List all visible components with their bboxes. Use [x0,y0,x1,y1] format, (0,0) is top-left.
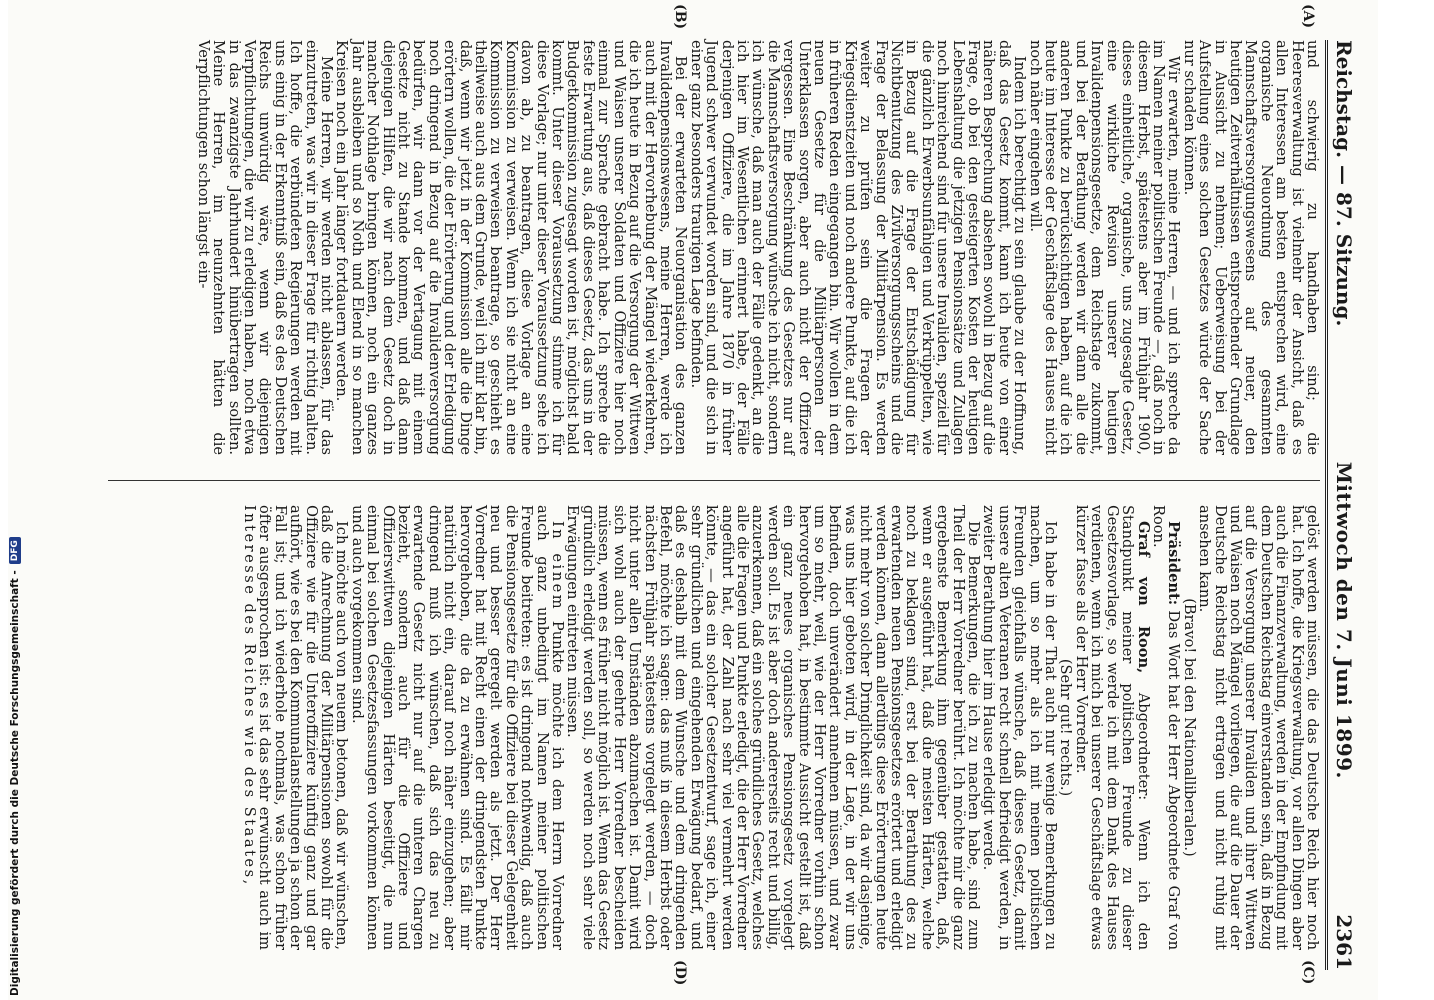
president-line [1151,505,1182,950]
left-paragraph: und schwierig zu handhaben sind; die Heeresverwaltung ist vielmehr der Ansicht, daß es allen Interessen am besten entsprechen wird, eine organische Neuordnung des gesammten Mannschaftsversorgungswesens auf neuer, den heutigen Zeitverhältnissen entsprechender Grundlage in Aussicht zu nehmen; Ueberweisung bei der Aufstellung eines solchen Gesetzes würde der Sache nur schaden können. [1180,40,1321,455]
left-paragraph: Bei der erwarteten Neuorganisation des ganzen Invalidenpensionswesens, meine Herren, werde ich auch mit der Hervorhebung der Mängel wiederkehren, die ich heute in Bezug auf die Versorgung der Wittwen und Waisen unserer Soldaten und Offiziere hier noch einmal zur Sprache gebracht habe. Ich spreche die feste Erwartung aus, daß dieses Gesetz, das uns in der Budgetkommission zugesagt worden ist, möglichst bald kommt. Unter dieser Voraussetzung stimme ich für diese Vorlage; nur unter dieser Voraussetzung sehe ich davon ab, zu beantragen, diese Vorlage an eine Kommission zu verweisen. Wenn ich sie nicht an eine Kommission zu verweisen beantrage, so geschieht es theilweise auch aus dem Grunde, weil ich mir klar bin, daß, wenn wir jetzt in der Kommission alle die Dinge erörtern wollen, die der Erörterung und der Erledigung noch dringend in Bezug auf die Invalidenversorgung bedürfen, wir dann vor der Vertagung mit einem Gesetze nicht zu Stande kommen, und daß dann diejenigen Hilfen, die wir nach dem Gesetz doch in mancher Nothlage bringen können, noch ein ganzes Jahr ausbleiben und so Noth und Elend in so manchen Kreisen noch ein Jahr länger fortdauern werden. [333,40,690,455]
paragraph-tail: Interesse des Reiches wie des Staates, [240,505,258,887]
margin-marker-a: (A) [1300,4,1316,29]
right-paragraph: gelöst werden müssen, die das Deutsche Reich hier noch hat. Ich hoffe, die Kriegsverwaltung, vor allen Dingen aber auch die Finanzverwaltung, werden in der Empfindung mit dem Deutschen Reichstag einverstanden sein, daß in Bezug auf die Versorgung unserer Invaliden und ihrer Wittwen und Waisen noch Mängel vorliegen, die auf die Dauer der Deutsche Reichstag nicht ertragen und nicht ruhig mit ansehen kann. [1196,505,1321,950]
dfg-logo: DFG [9,537,21,564]
header-session: Reichstag. — 87. Sitzung. [1332,40,1356,327]
speaker-text: Wenn ich den Standpunkt meiner politischen Freunde zu dieser Gesetzesvorlage, so werde ich mit dem Dank des Hauses verdienen, wenn ich mich bei unserer Geschäftslage etwas kürzer fasse als der Herr Vorredner. [1072,505,1152,950]
left-paragraph: Wir erwarten, meine Herren, — und ich spreche da im Namen meiner politischen Freunde —, daß noch in diesem Herbst, spätestens aber im Frühjahr 1900, dieses einheitliche, organische, uns zugesagte Gesetz, eine wirkliche Revision unserer heutigen Invalidenpensionsgesetze, dem Reichstage zukommt, und bei der Berathung werden wir dann alle die anderen Punkte zu berücksichtigen haben, auf die ich heute im Interesse der Geschäftslage des Hauses nicht noch näher eingehen will. [1026,40,1183,455]
speaker-line [1074,505,1151,950]
left-column [195,40,1320,455]
right-paragraph: Die Bemerkungen, die ich zu machen habe, sind zum Theil der Herr Vorredner berührt. Ich möchte mir die ganz ergebenste Bemerkung ihm gegenüber gestatten, daß, wenn er ausgeführt hat, daß die meisten Härten, welche noch zu beklagen sind, erst bei der Berathung des zu erwartenden neuen Pensionsgesetzes erörtert und erledigt werden können, dann allerdings diese Erörterungen heute nicht mehr von solcher Dringlichkeit sind, da wir dasjenige, was uns hier geboten wird, in der Lage, in der wir uns befinden, doch unverändert annehmen müssen, und zwar um so mehr, weil, wie der Herr Vorredner vorhin schon hervorgehoben hat, in bestimmte Aussicht gestellt ist, daß ein ganz neues organisches Pensionsgesetz vorgelegt werden soll. Es ist aber doch andererseits recht und billig, anzuerkennen, daß ein solches gründliches Gesetz, welches alle die Fragen und Punkte erledigt, die der Herr Vorredner angeführt hat, der Zahl nach sehr viel vermehrt werden könnte, — das ein solcher Gesetzentwurf, sage ich, einer sehr gründlichen und eingehenden Erwägung bedarf, und daß es deshalb mit dem Wunsche und dem dringenden Befehl, möchte ich sagen: das muß in diesem Herbst oder nächsten Frühjahr spätestens vorgelegt werden, — doch nicht unter allen Umständen abzumachen ist. Damit wird sich wohl auch der geehrte Herr Vorredner bescheiden müssen, wenn es früher nicht möglich ist. Wenn das Gesetz gründlich erledigt werden soll, so werden noch sehr viele Erwägungen eintreten müssen. [564,505,983,950]
page-number: 2361 [1332,914,1356,970]
margin-marker-d: (D) [672,960,688,986]
digitization-credit-text [4,540,26,996]
right-paragraph: Ich habe in der That auch nur wenige Bemerkungen zu machen, um so mehr als ich mit meinen politischen Freunden gleichfalls wünsche, daß dieses Gesetz, damit unsere alten Veteranen recht schnell befriedigt werden, in zweiter Berathung hier im Hause erledigt werde. [980,505,1060,950]
margin-marker-b: (B) [672,4,688,30]
right-paragraph [242,505,350,950]
paragraph-body: Punkte möchte ich dem Herrn Vorredner auch ganz unbedingt im Namen meiner politischen Freunde beitreten: es ist dringend nothwendig, daß auch die Pensionsgesetze für die Offiziere bei dieser Gelegenheit neu und besser geregelt werden als jetzt. Der Herr Vorredner hat mit Recht einen der dringendsten Punkte hervorgehoben, die da zu erwähnen sind. Es fällt mir natürlich nicht ein, darauf noch näher einzugehen; aber dringend muß ich wünschen, daß sich das neu zu erwartende Gesetz nicht nur auf die unteren Chargen bezieht, sondern auch für die Offiziere und Offizierswittwen diejenigen Härten beseitigt, die nun einmal bei solchen Gesetzesfassungen vorkommen können und auch vorgekommen sind. [348,505,567,951]
document-page [8,0,1378,1000]
right-paragraph [349,505,565,950]
applause-note: (Bravo! bei den Nationalliberalen.) [1180,598,1198,857]
left-paragraph: Meine Herren, wir werden nicht ablassen, für das einzutreten, was wir in dieser Frage für richtig halten. Ich hoffe, die verbündeten Regierungen werden mit uns einig in der Erkenntniß sein, daß es des Deutschen Reichs unwürdig wäre, wenn wir diejenigen Verpflichtungen, die wir zu erledigen haben, noch etwa in das zwanzigste Jahrhundert hinübertragen sollten. Meine Herren, im neunzehnten hätten die Verpflichtungen schon längst ein- [194,40,335,455]
paragraph-body: Ich möchte auch von neuem betonen, daß wir wünschen, daß die Anrechnung der Militärpensionen sowohl für die Offiziere wie für die Unteroffiziere künftig ganz und gar aufhört, wie es bei den Kommunalanstellungen ja schon der Fall ist; und ich wiederhole nochmals, was schon früher öfter ausgesprochen ist: es ist das sehr erwünscht auch im [256,505,351,950]
digitization-credit [2,540,26,1000]
right-column [242,505,1320,950]
paragraph-lead: In einem [549,521,567,612]
left-paragraph: Indem ich berechtigt zu sein glaube zu der Hoffnung, daß das Gesetz kommt, kann ich heute von einer näheren Besprechung absehen sowohl in Bezug auf die Frage, ob bei den gesteigerten Kosten der heutigen Lebenshaltung die jetzigen Pensionssätze und Zulagen noch hinreichend sind für unsere Invaliden, speziell für die gänzlich Erwerbsunfähigen und Verkrüppelten, wie in Bezug auf die Frage der Entschädigung für Nichtbenutzung des Zivilversorgungsscheins und die Frage der Belassung der Militärpension. Es werden weiter zu prüfen sein die Fragen der Kriegsdienstzeiten und noch andere Punkte, auf die ich in früheren Reden eingegangen bin. Wir wollen in dem neuen Gesetze für die Militärpersonen der Unterklassen sorgen, aber auch nicht der Offiziere vergessen. Eine Beschränkung des Gesetzes nur auf die Mannschaftsversorgung wünsche ich nicht, sondern ich wünsche, daß man auch der Fälle gedenkt, an die ich hier im Wesentlichen erinnert habe, der Fälle derjenigen Offiziere, die im Jahre 1870 in früher Jugend schwer verwundet worden sind, und die sich in einer ganz besonders traurigen Lage befinden. [687,40,1029,455]
president-text: Das Wort hat der Herr Abgeordnete Graf von Roon. [1149,505,1183,950]
page-header [1325,40,1372,970]
speaker-name: Graf von Roon, [1134,521,1152,674]
header-date: Mittwoch den 7. Juni 1899. [1332,461,1356,779]
president-label: Präsident: [1165,521,1183,606]
speaker-role: Abgeordneter: [1134,692,1152,801]
credit-label: Digitalisierung gefördert durch die Deutsche Forschungsgemeinschaft - [9,570,21,996]
margin-marker-c: (C) [1300,960,1316,985]
applause-note: (Sehr gut! rechts.) [1057,658,1075,797]
column-divider [108,480,1320,481]
